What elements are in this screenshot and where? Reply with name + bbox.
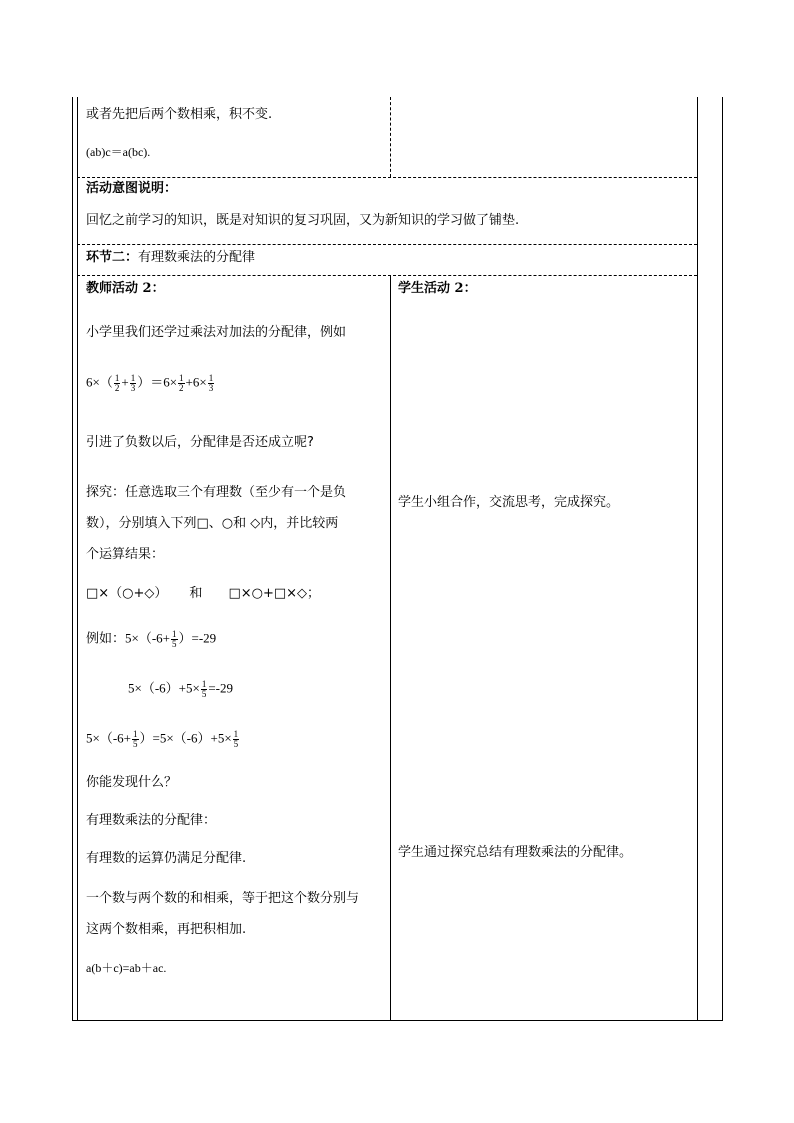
row-separator-1 [77,177,697,178]
example-1 [86,630,216,649]
ex3-fraction-1: $\frac{1}{5}$ [133,729,138,749]
teacher-heading: 教师活动 2： [86,281,165,296]
table-bottom-border [72,1020,723,1021]
student-activity-2: 学生通过探究总结有理数乘法的分配律。 [398,845,633,860]
ex1-part-a: 例如：5×（-6+ [86,630,170,646]
teacher-p2: 引进了负数以后，分配律是否还成立呢? [86,435,314,450]
eq1-part-a: 6×（ [86,374,113,390]
ex1-part-b: ）=-29 [178,630,217,646]
col-divider-main [390,276,391,1020]
table-inner-right-border [697,97,698,1021]
ex2-part-b: =-29 [208,680,233,696]
teacher-p1: 小学里我们还学过乘法对加法的分配律，例如 [86,325,347,340]
section-title: 有理数乘法的分配律 [138,250,256,265]
intent-text: 回忆之前学习的知识，既是对知识的复习巩固，又为新知识的学习做了铺垫. [86,213,520,228]
eq1-part-b: ）＝6× [137,374,178,390]
associative-text: 或者先把后两个数相乘，积不变. [86,107,273,122]
eq1-fraction-4: $\frac{1}{3}$ [208,373,214,393]
example-2 [128,680,233,699]
row-separator-3 [77,275,697,276]
section-label: 环节二： [86,250,139,265]
shape-expr-and: 和 [189,586,203,601]
example-3 [86,730,240,749]
ex1-fraction: $\frac{1}{5}$ [172,629,177,649]
ex3-part-b: ）=5×（-6）+5× [139,730,232,746]
associative-formula: (ab)c＝a(bc). [86,145,151,159]
table-right-border [722,97,723,1021]
ex2-part-a: 5×（-6）+5× [128,680,200,696]
eq1-part-c: +6× [185,374,207,390]
row-separator-2 [77,244,697,245]
student-activity-1: 学生小组合作，交流思考，完成探究。 [398,495,620,510]
student-heading: 学生活动 2： [398,281,477,296]
table-inner-left-border [77,97,78,1021]
ex3-fraction-2: $\frac{1}{5}$ [233,729,239,749]
shape-expressions [86,587,320,600]
rule-heading: 有理数乘法的分配律： [86,813,217,828]
shape-expr-a: □×（○+◇） [86,586,168,601]
eq1-fraction-3: $\frac{1}{2}$ [179,373,184,393]
rule-2-line-2: 这两个数相乘，再把积相加. [86,922,247,937]
question-text: 你能发现什么？ [86,775,178,790]
col-divider-top [390,97,391,177]
ex3-part-a: 5×（-6+ [86,730,131,746]
explore-line-2: 数），分别填入下列□、○和 ◇内，并比较两 [86,516,339,531]
eq1-plus: + [121,374,129,390]
shape-expr-b: □×○+□×◇； [228,586,321,601]
rule-1: 有理数的运算仍满足分配律. [86,851,247,866]
explore-line-1: 探究：任意选取三个有理数（至少有一个是负 [86,485,347,500]
rule-2-line-1: 一个数与两个数的和相乘，等于把这个数分别与 [86,891,360,906]
explore-line-3: 个运算结果： [86,547,165,562]
eq1-fraction-1: $\frac{1}{2}$ [114,373,120,393]
equation-1 [86,374,215,393]
ex2-fraction: $\frac{1}{5}$ [201,679,207,699]
table-left-border [72,97,73,1021]
section-header [86,251,255,264]
distributive-formula: a(b＋c)=ab＋ac. [86,961,167,975]
intent-heading: 活动意图说明： [86,181,178,196]
eq1-fraction-2: $\frac{1}{3}$ [130,373,136,393]
